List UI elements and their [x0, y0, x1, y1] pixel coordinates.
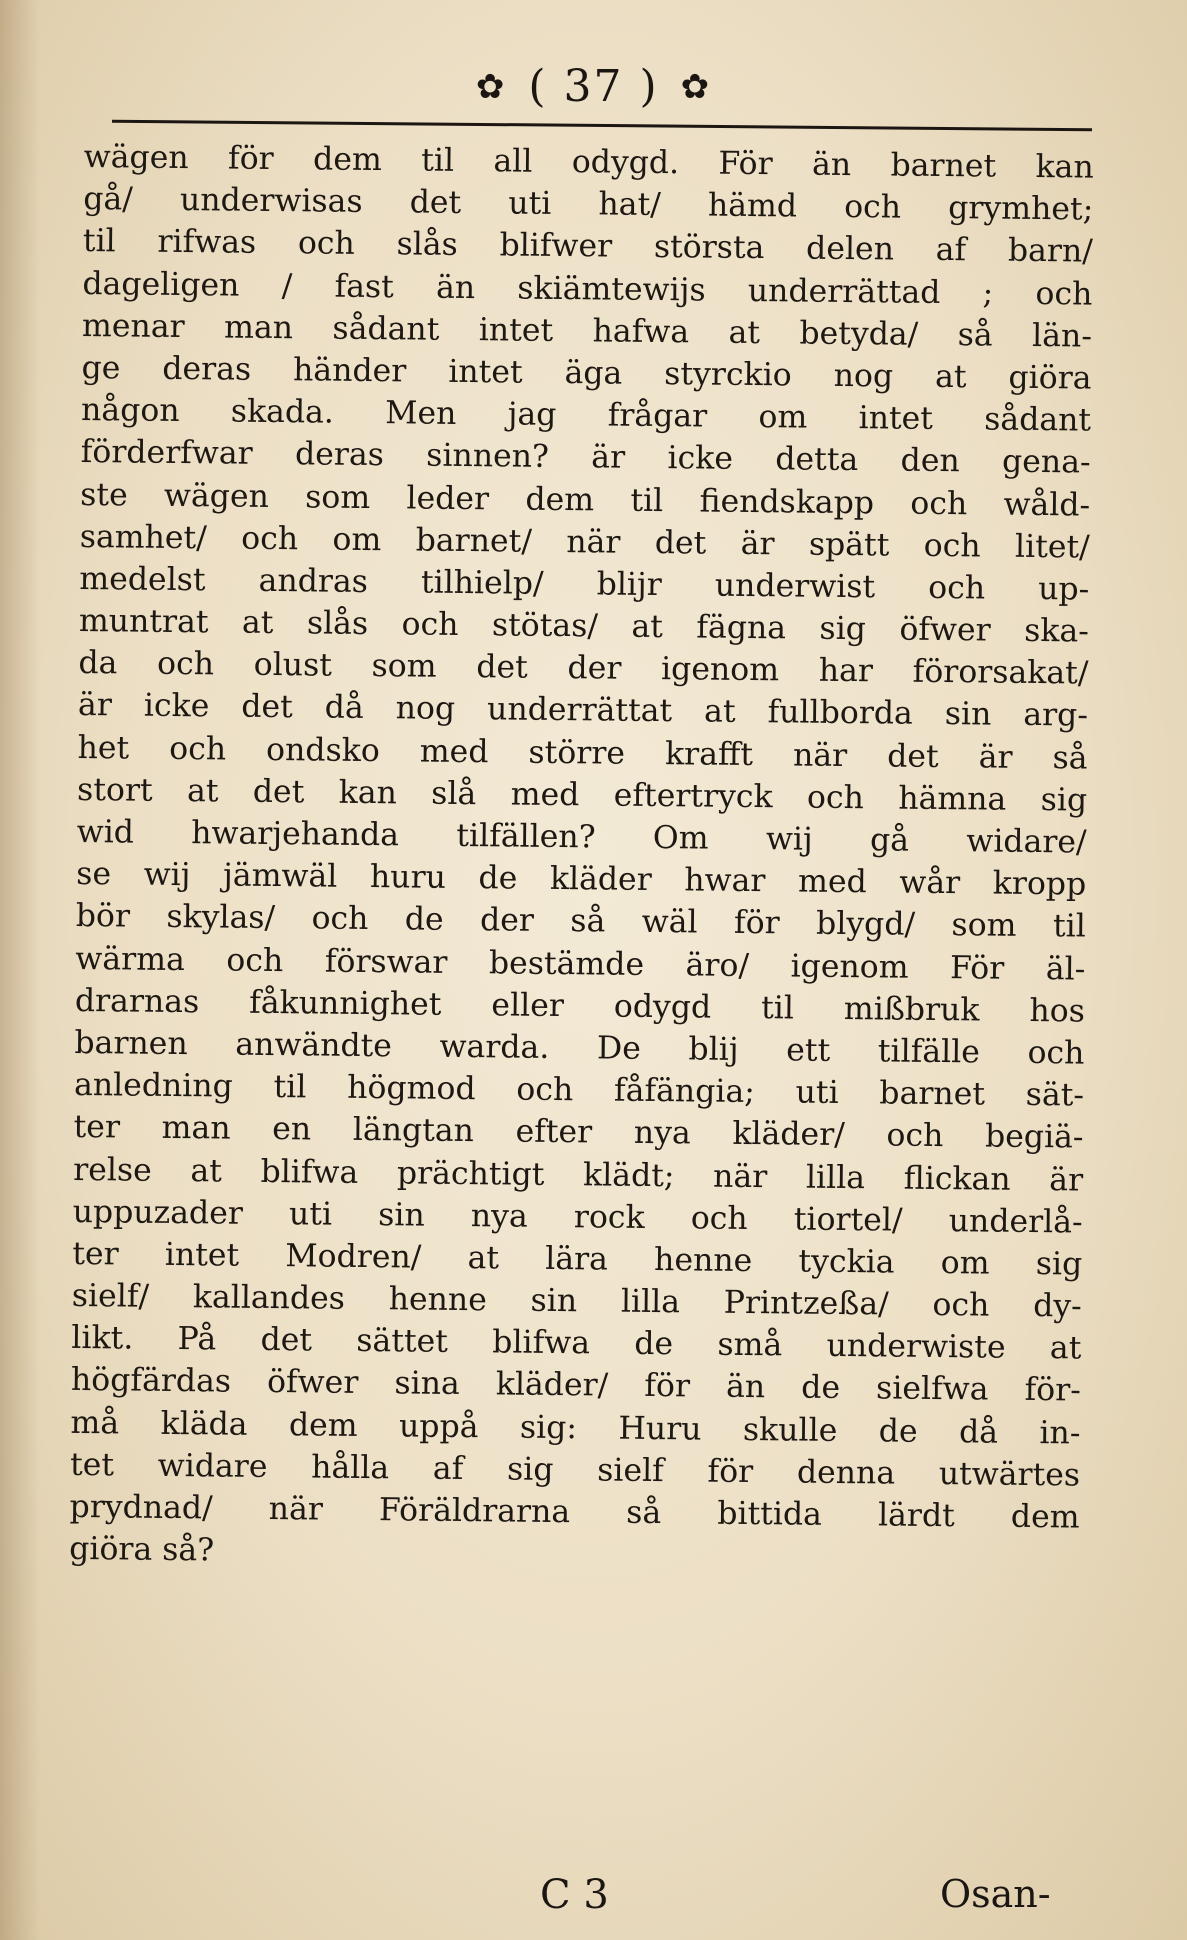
- text-line: tet widare hålla af sig sielf för denna utwärtes: [69, 1446, 1081, 1494]
- text-line: se wij jämwäl huru de kläder hwar med wår kropp: [76, 856, 1087, 903]
- text-line: anledning til högmod och fåfängia; uti barnet sät-: [73, 1067, 1085, 1114]
- text-line: är icke det då nog underrättat at fullborda sin arg-: [77, 687, 1089, 734]
- text-line: relse at blifwa prächtigt klädt; när lilla flickan är: [72, 1151, 1084, 1199]
- text-line: likt. På det sättet blifwa de små underwiste at: [71, 1320, 1082, 1367]
- catchword: Osan-: [940, 1872, 1051, 1916]
- page-edge-shadow: [0, 0, 40, 1940]
- text-line: wägen för dem til all odygd. För än barnet kan: [83, 138, 1094, 186]
- text-line: da och olust som det der igenom har förorsakat/: [78, 645, 1089, 692]
- page-number: ( 37 ): [528, 61, 659, 112]
- text-line: wärma och förswar bestämde äro/ igenom För äl-: [75, 940, 1086, 988]
- text-line: gå/ underwisas det uti hat/ hämd och grymhet;: [83, 181, 1094, 228]
- text-line: må kläda dem uppå sig: Huru skulle de då in-: [70, 1404, 1081, 1452]
- text-line: drarnas fåkunnighet eller odygd til mißbruk hos: [74, 982, 1086, 1030]
- text-line: någon skada. Men jag frågar om intet sådant: [80, 392, 1092, 439]
- text-line: ter man en längtan efter nya kläder/ och begiä-: [73, 1109, 1084, 1156]
- ornament-right-icon: ✿: [680, 66, 712, 107]
- text-line: menar man sådant intet hafwa at betyda/ så län-: [81, 307, 1093, 355]
- text-line: sielf/ kallandes henne sin lilla Printzeßa/ och dy-: [71, 1277, 1082, 1325]
- text-line: prydnad/ när Föräldrarna så bittida lärdt dem: [69, 1488, 1080, 1536]
- page-footer: [0, 1872, 1187, 1932]
- text-line: medelst andras tilhielp/ blijr underwist och up-: [79, 560, 1090, 608]
- text-line: ge deras händer intet äga styrckio nog at giöra: [81, 349, 1092, 397]
- text-line: högfärdas öfwer sina kläder/ för än de sielfwa för-: [70, 1362, 1082, 1409]
- header-rule: [112, 120, 1092, 132]
- text-line: ste wägen som leder dem til fiendskapp och wåld-: [80, 476, 1091, 524]
- text-line: wid hwarjehanda tilfällen? Om wij gå widare/: [76, 813, 1087, 861]
- signature-mark: C 3: [540, 1872, 609, 1918]
- text-line: muntrat at slås och stötas/ at fägna sig öfwer ska-: [78, 603, 1090, 650]
- text-line: barnen anwändte warda. De blij ett tilfälle och: [74, 1024, 1085, 1072]
- text-line: het och ondsko med större krafft när det är så: [77, 729, 1088, 777]
- body-text: [69, 136, 1094, 1581]
- text-line: stort at det kan slå med eftertryck och hämna sig: [76, 771, 1088, 819]
- text-line: bör skylas/ och de der så wäl för blygd/ som til: [75, 898, 1086, 945]
- text-line: dageligen / fast än skiämtewijs underrättad ; och: [82, 265, 1093, 313]
- text-line: giöra så?: [69, 1531, 215, 1569]
- text-line: ter intet Modren/ at lära henne tyckia om sig: [72, 1235, 1083, 1283]
- text-line: til rifwas och slås blifwer största delen af barn/: [82, 223, 1094, 270]
- text-line: uppuzader uti sin nya rock och tiortel/ underlå-: [72, 1193, 1083, 1241]
- page-header: [0, 58, 1187, 112]
- text-line: samhet/ och om barnet/ när det är spätt och litet/: [79, 518, 1090, 566]
- text-line: förderfwar deras sinnen? är icke detta den gena-: [80, 434, 1091, 481]
- ornament-left-icon: ✿: [475, 66, 507, 107]
